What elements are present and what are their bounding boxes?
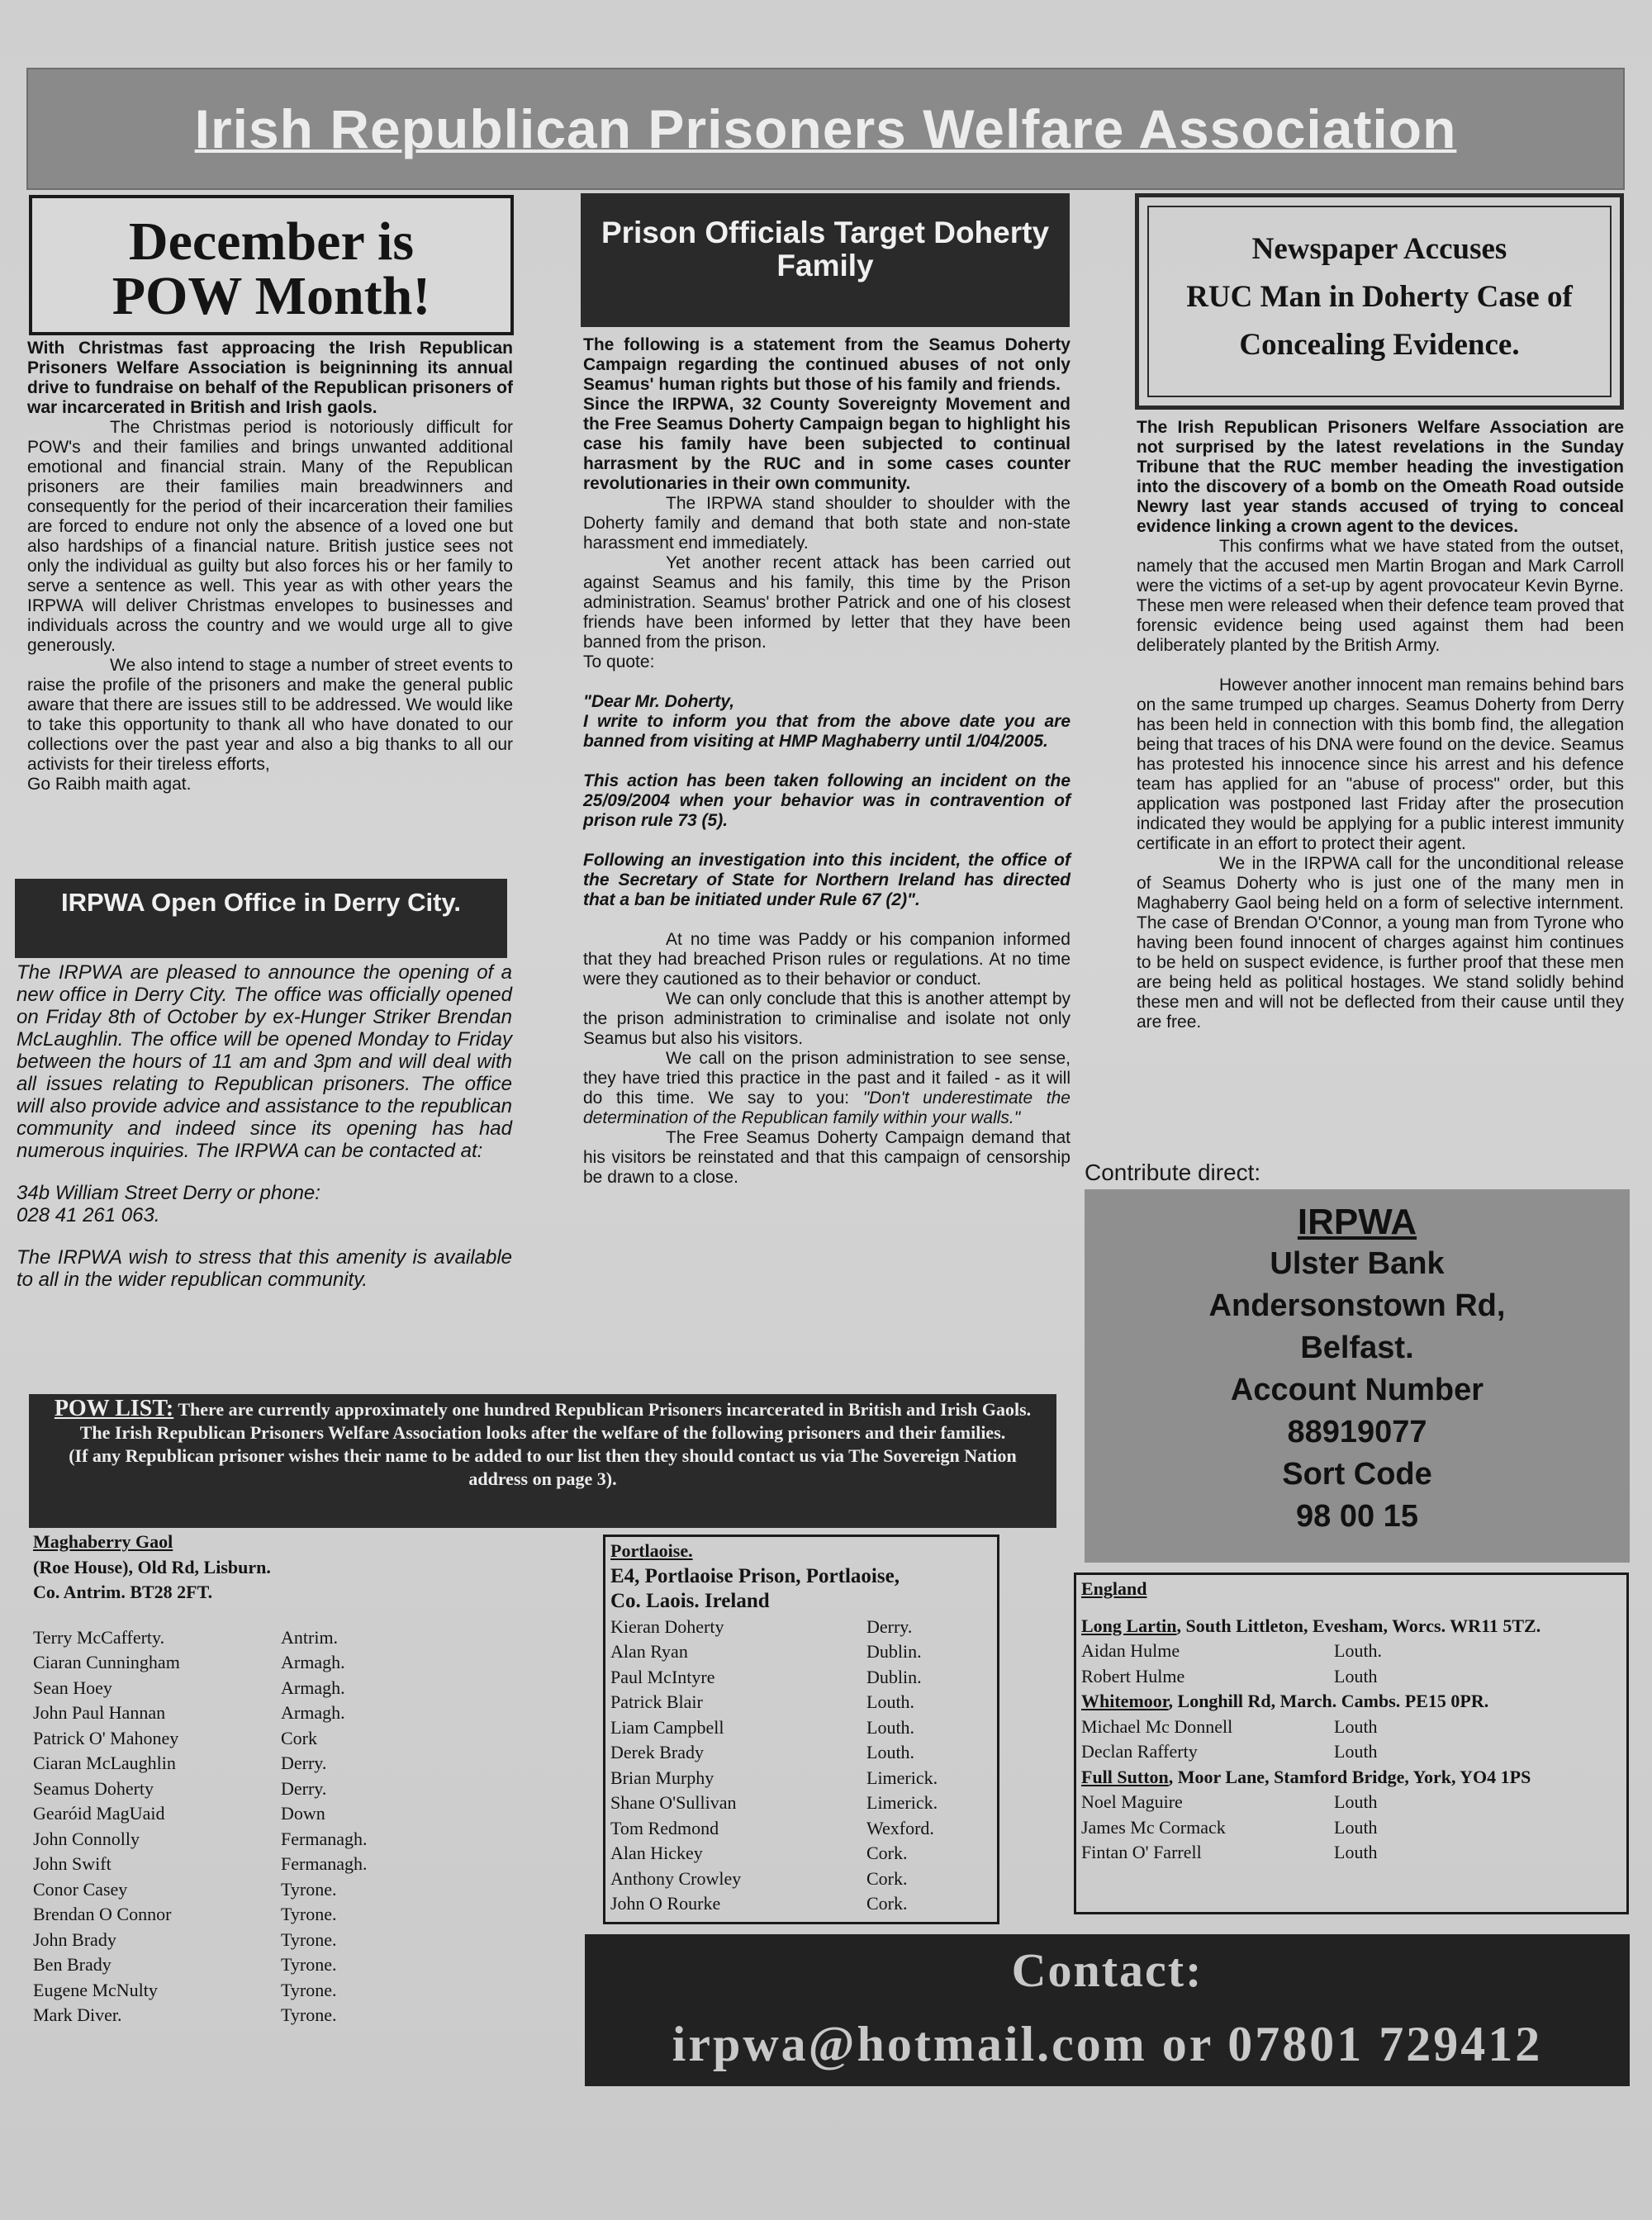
newspaper-headline-line: Newspaper Accuses xyxy=(1251,232,1507,266)
account-number-label: Account Number xyxy=(1230,1373,1484,1407)
prisoner-name: Michael Mc Donnell xyxy=(1081,1715,1233,1737)
prisoner-name: John O Rourke xyxy=(610,1893,721,1914)
prisoner-name: Kieran Doherty xyxy=(610,1615,724,1637)
prisoner-county: Down xyxy=(281,1803,325,1824)
prisoner-row xyxy=(33,1650,396,1676)
prisoner-row xyxy=(610,1615,992,1640)
prisoner-county: Louth. xyxy=(866,1691,915,1712)
prisoner-name: Noel Maguire xyxy=(1081,1791,1183,1812)
prisoner-row xyxy=(33,1978,396,2004)
open-office-heading: IRPWA Open Office in Derry City. xyxy=(15,879,507,958)
prisoner-row xyxy=(33,1701,396,1726)
prisoner-name: Eugene McNulty xyxy=(33,1979,158,2000)
contribute-box xyxy=(1085,1189,1630,1563)
prisoner-county: Tyrone. xyxy=(281,1928,337,1950)
letter-quote: Following an investigation into this incident, the office of the Secretary of State for Northern Ireland has directed that a ban be initiated under Rule 67 (2)". xyxy=(583,851,1070,909)
prisoner-county: Dublin. xyxy=(866,1666,922,1687)
prisoner-county: Tyrone. xyxy=(281,1979,337,2000)
prisoner-row xyxy=(1081,1739,1621,1765)
prisoner-county: Tyrone. xyxy=(281,1954,337,1975)
prisoner-name: Mark Diver. xyxy=(33,2004,122,2025)
prisoner-county: Armagh. xyxy=(281,1652,345,1672)
prisoner-name: Aidan Hulme xyxy=(1081,1640,1180,1661)
prisoner-name: Patrick Blair xyxy=(610,1691,703,1712)
prisoner-name: Gearóid MagUaid xyxy=(33,1803,165,1824)
prisoner-county: Cork. xyxy=(866,1893,908,1914)
prisoner-name: Ciaran Cunningham xyxy=(33,1652,180,1672)
prisoner-county: Louth xyxy=(1334,1791,1378,1812)
prison-officials-article xyxy=(583,335,1070,1188)
pow-month-headline xyxy=(29,195,514,335)
prison-address: , Longhill Rd, March. Cambs. PE15 0PR. xyxy=(1168,1691,1489,1711)
pow-month-paragraph: We also intend to stage a number of street events to raise the profile of the prisoners and make the general public aware that there are issues still to be addressed. We would like to take this opportunity to thank all who have donated to our collections over the past year and also a big thanks to all our activists for their tireless efforts, xyxy=(27,656,513,774)
prison-officials-quote: "Don't underestimate the determination of the Republican family within your walls." xyxy=(583,1089,1070,1127)
prison-officials-intro: Since the IRPWA, 32 County Sovereignty Movement and the Free Seamus Doherty Campaign began to highlight his case his family have been subjected to continual harrasment by the RUC and in some cases counter revolutionaries in their own community. xyxy=(583,395,1070,493)
prisoner-row xyxy=(1081,1664,1621,1690)
prisoner-county: Dublin. xyxy=(866,1641,922,1662)
contact-banner xyxy=(585,1934,1630,2086)
prisoner-name: Ben Brady xyxy=(33,1954,112,1975)
prisoner-county: Derry. xyxy=(281,1777,327,1799)
newspaper-article xyxy=(1137,418,1624,1032)
prisoner-name: Ciaran McLaughlin xyxy=(33,1753,176,1773)
prison-officials-paragraph: Yet another recent attack has been carried out against Seamus and his family, this time by the Prison administration. Seamus' brother Patrick and one of his closest friends have been informed by letter that they have been banned from the prison. xyxy=(583,553,1070,652)
prisoner-county: Fermanagh. xyxy=(281,1828,368,1849)
prisoner-row xyxy=(1081,1815,1621,1841)
prisoner-row xyxy=(610,1891,992,1917)
prisoner-row xyxy=(33,1776,396,1802)
open-office-paragraph: The IRPWA wish to stress that this amenity is available to all in the wider republican community. xyxy=(17,1246,512,1291)
prisoner-row xyxy=(610,1791,992,1816)
prison-officials-paragraph: The Free Seamus Doherty Campaign demand that his visitors be reinstated and that this campaign of censorship be drawn to a close. xyxy=(583,1128,1070,1187)
prisoner-row xyxy=(610,1715,992,1741)
prisoner-county: Armagh. xyxy=(281,1702,345,1723)
prisoner-county: Derry. xyxy=(866,1615,913,1637)
pow-list-text: There are currently approximately one hundred Republican Prisoners incarcerated in British and Irish Gaols. The Irish Republican Prisoners Welfare Association looks after the welfare of the following prisoners and their families. xyxy=(79,1399,1032,1443)
prisoner-row xyxy=(610,1766,992,1791)
prisoner-row xyxy=(1081,1639,1621,1664)
prisoner-row xyxy=(610,1867,992,1892)
prisoner-row xyxy=(610,1690,992,1715)
prisoner-name: Seamus Doherty xyxy=(33,1777,154,1799)
prisoner-row xyxy=(33,1902,396,1928)
prison-name: Long Lartin xyxy=(1081,1615,1177,1636)
portlaoise-list xyxy=(603,1535,999,1924)
prisoner-name: Fintan O' Farrell xyxy=(1081,1842,1202,1862)
newspaper-headline-line: RUC Man in Doherty Case of xyxy=(1186,280,1573,314)
pow-list-label: POW LIST: xyxy=(54,1396,174,1421)
prison-officials-text: We call on the prison administration to see sense, they have tried this practice in the past and it failed - as it will do this time. We say to you: xyxy=(583,1049,1070,1108)
pow-month-title-line1: December is xyxy=(128,211,415,272)
prisoner-row xyxy=(33,2003,396,2028)
prisoner-county: Fermanagh. xyxy=(281,1853,368,1874)
prisoner-row xyxy=(1081,1790,1621,1815)
pow-list-note: (If any Republican prisoner wishes their name to be added to our list then they should contact us via The Sovereign Nation address on page 3). xyxy=(69,1445,1017,1489)
masthead-title: Irish Republican Prisoners Welfare Association xyxy=(194,98,1457,159)
prisoner-county: Tyrone. xyxy=(281,1904,337,1924)
prisoner-name: Terry McCafferty. xyxy=(33,1626,165,1648)
sort-code-label: Sort Code xyxy=(1282,1457,1432,1492)
prisoner-row xyxy=(33,1751,396,1776)
prisoner-county: Louth xyxy=(1334,1842,1378,1862)
prisoner-name: Tom Redmond xyxy=(610,1817,719,1838)
prisoner-row xyxy=(33,1952,396,1978)
prisoner-row xyxy=(33,1928,396,1953)
prisoner-county: Cork. xyxy=(866,1843,908,1863)
maghaberry-address: (Roe House), Old Rd, Lisburn. xyxy=(33,1556,271,1577)
prisoner-name: Sean Hoey xyxy=(33,1677,112,1698)
prison-officials-paragraph xyxy=(583,1049,1070,1128)
prisoner-county: Louth. xyxy=(866,1716,915,1738)
prisoner-name: Brian Murphy xyxy=(610,1767,714,1788)
prisoner-county: Armagh. xyxy=(281,1677,345,1698)
contribute-bank: Ulster Bank xyxy=(1270,1246,1445,1281)
prison-address: , Moor Lane, Stamford Bridge, York, YO4 1PS xyxy=(1168,1766,1531,1787)
contact-label: Contact: xyxy=(1011,1943,1203,1997)
prisoner-row xyxy=(610,1639,992,1665)
pow-month-title-line2: POW Month! xyxy=(112,266,431,326)
prisoner-county: Louth xyxy=(1334,1665,1378,1686)
prisoner-name: John Swift xyxy=(33,1853,112,1874)
newspaper-paragraph: However another innocent man remains behind bars on the same trumped up charges. Seamus Doherty from Derry has been held in connection with this bomb find, the allegation being that traces of his DNA were found on the device. Seamus has protested his innocence since his arrest and his defence team has applied for an "abuse of process" order, but this application was postponed last Friday after the prosecution indicated they would be applying for a public interest immunity certificate in an effort to protect their agent. xyxy=(1137,676,1624,853)
pow-list-banner xyxy=(29,1394,1056,1528)
letter-quote: I write to inform you that from the above date you are banned from visiting at HMP Maghaberry until 1/04/2005. xyxy=(583,712,1070,751)
prisoner-row xyxy=(33,1726,396,1752)
newspaper-paragraph: This confirms what we have stated from the outset, namely that the accused men Martin Brogan and Mark Carroll were the victims of a set-up by agent provocateur Kevin Byrne. These men were released when their defence team proved that forensic evidence being used against them had been deliberately planted by the British Army. xyxy=(1137,537,1624,655)
prisoner-name: Derek Brady xyxy=(610,1742,705,1762)
prisoner-county: Cork xyxy=(281,1727,317,1748)
prisoner-name: Shane O'Sullivan xyxy=(610,1792,737,1813)
maghaberry-list xyxy=(33,1530,396,2028)
letter-quote: This action has been taken following an incident on the 25/09/2004 when your behavior was in contravention of prison rule 73 (5). xyxy=(583,771,1070,830)
prisoner-name: Anthony Crowley xyxy=(610,1867,742,1889)
prisoner-county: Louth. xyxy=(866,1742,915,1762)
prisoner-row xyxy=(610,1740,992,1766)
prison-officials-paragraph: To quote: xyxy=(583,652,655,671)
contribute-city: Belfast. xyxy=(1300,1331,1414,1365)
prisoner-name: Alan Hickey xyxy=(610,1843,703,1863)
prisoner-row xyxy=(33,1801,396,1827)
prisoner-row xyxy=(610,1665,992,1691)
england-list xyxy=(1074,1572,1629,1914)
prisoner-county: Wexford. xyxy=(866,1817,934,1838)
prisoner-row xyxy=(33,1676,396,1701)
letter-quote: "Dear Mr. Doherty, xyxy=(583,692,735,711)
newspaper-intro: The Irish Republican Prisoners Welfare Association are not surprised by the latest revelations in the Sunday Tribune that the RUC member heading the investigation into the discovery of a bomb on the Omeath Road outside Newry last year stands accused of trying to conceal evidence linking a crown agent to the devices. xyxy=(1137,418,1624,536)
prisoner-county: Louth xyxy=(1334,1816,1378,1838)
england-heading: England xyxy=(1081,1578,1147,1599)
prison-officials-intro: The following is a statement from the Seamus Doherty Campaign regarding the continued abuses of not only Seamus' human rights but those of his family and friends. xyxy=(583,335,1070,394)
prisoner-county: Louth. xyxy=(1334,1640,1383,1661)
prisoner-row xyxy=(33,1625,396,1651)
portlaoise-address: Co. Laois. Ireland xyxy=(610,1590,770,1612)
prisoner-county: Tyrone. xyxy=(281,1878,337,1900)
maghaberry-heading: Maghaberry Gaol xyxy=(33,1531,173,1552)
newspaper-headline-box xyxy=(1135,193,1624,410)
contribute-label: Contribute direct: xyxy=(1085,1160,1261,1185)
prison-officials-paragraph: At no time was Paddy or his companion informed that they had breached Prison rules or regulations. At no time were they cautioned as to their behavior or conduct. xyxy=(583,930,1070,989)
open-office-phone: 028 41 261 063. xyxy=(17,1204,160,1226)
prisoner-name: Conor Casey xyxy=(33,1878,128,1900)
prisoner-row xyxy=(33,1827,396,1852)
prisoner-county: Antrim. xyxy=(281,1626,339,1648)
pow-month-signoff: Go Raibh maith agat. xyxy=(27,775,192,794)
portlaoise-heading: Portlaoise. xyxy=(610,1540,693,1561)
pow-month-article xyxy=(27,339,513,795)
contribute-road: Andersonstown Rd, xyxy=(1208,1288,1506,1323)
prisoner-name: Patrick O' Mahoney xyxy=(33,1727,179,1748)
prisoner-row xyxy=(33,1877,396,1903)
prisoner-name: Robert Hulme xyxy=(1081,1665,1185,1686)
prisoner-row xyxy=(33,1852,396,1877)
open-office-article xyxy=(17,961,512,1291)
contact-details: irpwa@hotmail.com or 07801 729412 xyxy=(672,2017,1543,2071)
newspaper-headline-line: Concealing Evidence. xyxy=(1239,328,1520,362)
account-number: 88919077 xyxy=(1287,1415,1427,1449)
prisoner-name: Declan Rafferty xyxy=(1081,1741,1198,1762)
masthead xyxy=(26,68,1625,190)
prisoner-row xyxy=(610,1841,992,1867)
prison-name: Whitemoor xyxy=(1081,1691,1169,1711)
portlaoise-address: E4, Portlaoise Prison, Portlaoise, xyxy=(610,1564,900,1587)
prisoner-name: John Brady xyxy=(33,1928,116,1950)
prisoner-row xyxy=(1081,1840,1621,1866)
prisoner-name: Alan Ryan xyxy=(610,1641,688,1662)
prison-officials-paragraph: The IRPWA stand shoulder to shoulder with the Doherty family and demand that both state and non-state harassment end immediately. xyxy=(583,494,1070,553)
prison-officials-paragraph: We can only conclude that this is another attempt by the prison administration to criminalise and isolate not only Seamus but also his visitors. xyxy=(583,989,1070,1048)
prisoner-name: Paul McIntyre xyxy=(610,1666,715,1687)
prisoner-county: Limerick. xyxy=(866,1767,938,1788)
prison-officials-heading: Prison Officials Target Doherty Family xyxy=(581,193,1070,327)
prisoner-name: James Mc Cormack xyxy=(1081,1816,1226,1838)
prison-name: Full Sutton xyxy=(1081,1766,1169,1787)
prisoner-county: Tyrone. xyxy=(281,2004,337,2025)
prisoner-row xyxy=(1081,1715,1621,1740)
prison-address: , South Littleton, Evesham, Worcs. WR11 5TZ. xyxy=(1176,1615,1541,1636)
prisoner-county: Derry. xyxy=(281,1753,327,1773)
pow-month-intro: With Christmas fast approacing the Irish Republican Prisoners Welfare Association is beigninning its annual drive to fundraise on behalf of the Republican prisoners of war incarcerated in British and Irish gaols. xyxy=(27,339,513,417)
prisoner-county: Limerick. xyxy=(866,1792,938,1813)
prisoner-row xyxy=(610,1816,992,1842)
prisoner-name: John Connolly xyxy=(33,1828,140,1849)
open-office-paragraph: The IRPWA are pleased to announce the opening of a new office in Derry City. The office was officially opened on Friday 8th of October by ex-Hunger Striker Brendan McLaughlin. The office will be opened Monday to Friday between the hours of 11 am and 3pm and will deal with all issues relating to Republican prisoners. The office will also provide advice and assistance to the republican community and indeed since its opening has had numerous inquiries. The IRPWA can be contacted at: xyxy=(17,961,512,1162)
prisoner-name: Brendan O Connor xyxy=(33,1904,172,1924)
sort-code: 98 00 15 xyxy=(1296,1499,1418,1534)
prisoner-name: John Paul Hannan xyxy=(33,1702,166,1723)
prisoner-county: Cork. xyxy=(866,1867,908,1889)
newspaper-paragraph: We in the IRPWA call for the unconditional release of Seamus Doherty who is just one of the many men in Maghaberry Gaol being held on a form of selective internment. The case of Brendan O'Connor, a young man from Tyrone who having been found innocent of charges against him continues to be held on suspect evidence, is further proof that these men are being held as political hostages. We stand solidly behind these men and will not be deflected from their cause until they are free. xyxy=(1137,854,1624,1032)
maghaberry-address: Co. Antrim. BT28 2FT. xyxy=(33,1582,213,1602)
prisoner-county: Louth xyxy=(1334,1715,1378,1737)
pow-month-paragraph: The Christmas period is notoriously difficult for POW's and their families and brings unwanted additional emotional and financial strain. Many of the Republican prisoners are their families main breadwinners and consequently for the period of their incarceration their families are forced to endure not only the absence of a loved one but also hardships of a financial nature. British justice sees not only the individual as guilty but also forces his or her family to serve a sentence as well. This year as with other years the IRPWA will deliver Christmas envelopes to businesses and individuals across the country and we would urge all to give generously. xyxy=(27,418,513,655)
prisoner-name: Liam Campbell xyxy=(610,1716,724,1738)
contribute-name: IRPWA xyxy=(1297,1202,1417,1242)
prisoner-county: Louth xyxy=(1334,1741,1378,1762)
open-office-address: 34b William Street Derry or phone: xyxy=(17,1182,320,1204)
